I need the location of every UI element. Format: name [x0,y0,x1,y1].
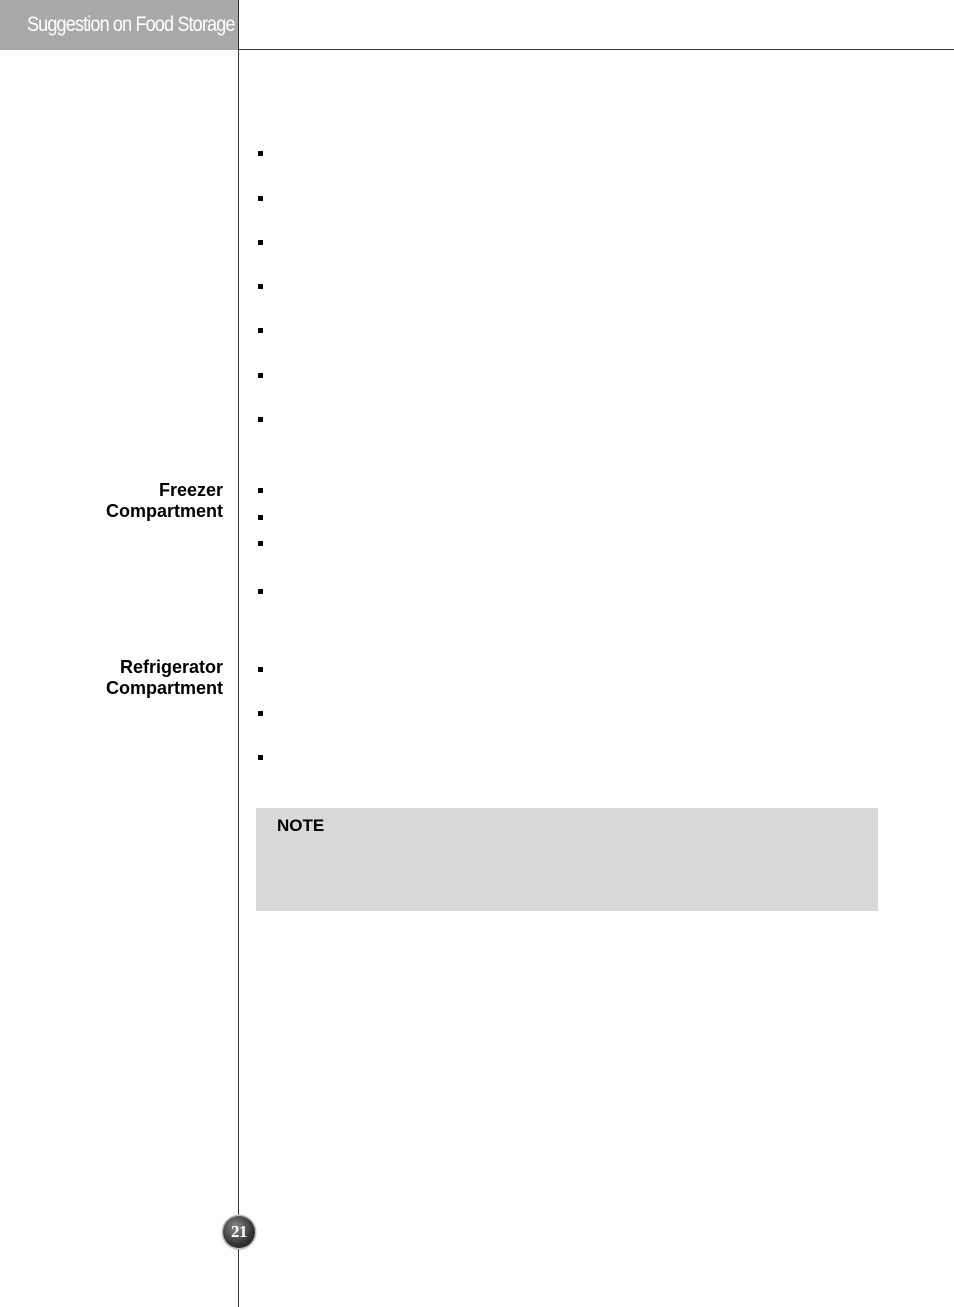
heading-line: Compartment [105,501,223,521]
note-box [256,808,878,911]
page-section-title: Suggestion on Food Storage [27,13,235,36]
bullet-marker [258,711,263,716]
heading-line: Freezer [158,480,223,500]
margin-rule [238,0,239,1307]
bullet-marker [258,328,263,333]
bullet-marker [258,755,263,760]
freezer-compartment-heading [106,480,223,522]
bullet-marker [258,417,263,422]
bullet-marker [258,515,263,520]
bullet-marker [258,284,263,289]
bullet-marker [258,589,263,594]
heading-line: Compartment [105,678,223,698]
bullet-marker [258,373,263,378]
page-number: 21 [231,1222,247,1241]
bullet-marker [258,541,263,546]
bullet-marker [258,151,263,156]
heading-line: Refrigerator [119,657,223,677]
bullet-marker [258,240,263,245]
bullet-marker [258,196,263,201]
note-label: NOTE [277,816,325,835]
header-tab [0,0,239,50]
bullet-marker [258,488,263,493]
bullet-marker [258,667,263,672]
refrigerator-compartment-heading [106,657,223,699]
page-number-badge [223,1216,255,1248]
header-rule [239,49,954,50]
